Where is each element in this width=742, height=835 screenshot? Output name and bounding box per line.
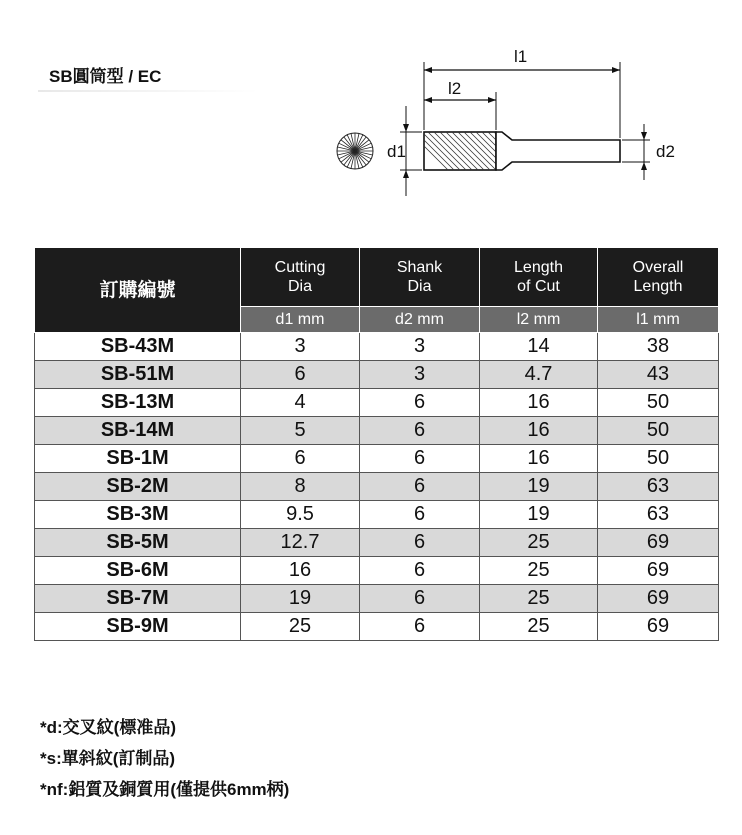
table-row: [35, 585, 719, 613]
table-cell: 16: [480, 417, 598, 445]
table-cell: 3: [360, 333, 480, 361]
table-cell: 6: [360, 557, 480, 585]
d2-label: d2: [656, 142, 675, 161]
table-cell: 4: [241, 389, 360, 417]
unit-l2: l2 mm: [480, 307, 598, 333]
table-cell: 6: [241, 445, 360, 473]
header-overall-length: Overall Length: [598, 248, 719, 307]
order-code-cell: SB-7M: [35, 585, 241, 613]
order-code-cell: SB-1M: [35, 445, 241, 473]
table-cell: 50: [598, 417, 719, 445]
table-row: [35, 529, 719, 557]
table-cell: 6: [360, 501, 480, 529]
footnotes: [40, 712, 289, 805]
header-shank-dia: Shank Dia: [360, 248, 480, 307]
note-non-ferrous: *nf:鋁質及銅質用(僅提供6mm柄): [40, 780, 290, 799]
l1-label: l1: [514, 47, 528, 66]
table-cell: 69: [598, 557, 719, 585]
unit-d2: d2 mm: [360, 307, 480, 333]
l2-label: l2: [448, 79, 462, 98]
table-row: [35, 501, 719, 529]
table-cell: 25: [480, 585, 598, 613]
table-row: [35, 473, 719, 501]
table-row: [35, 613, 719, 641]
order-code-cell: SB-51M: [35, 361, 241, 389]
table-cell: 69: [598, 613, 719, 641]
table-cell: 50: [598, 445, 719, 473]
table-cell: 6: [360, 529, 480, 557]
table-cell: 6: [360, 473, 480, 501]
table-cell: 25: [241, 613, 360, 641]
table-cell: 25: [480, 557, 598, 585]
table-cell: 16: [480, 445, 598, 473]
table-cell: 6: [241, 361, 360, 389]
order-code-cell: SB-5M: [35, 529, 241, 557]
table-row: [35, 557, 719, 585]
table-cell: 3: [241, 333, 360, 361]
table-cell: 6: [360, 445, 480, 473]
order-code-cell: SB-2M: [35, 473, 241, 501]
table-row: [35, 361, 719, 389]
title-underline: [38, 90, 258, 92]
table-cell: 6: [360, 389, 480, 417]
burr-diagram: [330, 40, 700, 200]
table-cell: 25: [480, 529, 598, 557]
table-cell: 16: [480, 389, 598, 417]
table-cell: 19: [480, 501, 598, 529]
table-cell: 14: [480, 333, 598, 361]
note-cross-cut: *d:交叉紋(標准品): [40, 718, 176, 737]
table-cell: 19: [480, 473, 598, 501]
table-row: [35, 417, 719, 445]
burr-shank: [496, 132, 620, 170]
header-order-code: 訂購編號: [35, 248, 241, 333]
table-row: [35, 333, 719, 361]
order-code-cell: SB-6M: [35, 557, 241, 585]
page-title: SB圓筒型 / EC: [49, 67, 162, 86]
table-cell: 5: [241, 417, 360, 445]
table-cell: 69: [598, 585, 719, 613]
table-cell: 19: [241, 585, 360, 613]
table-cell: 69: [598, 529, 719, 557]
table-cell: 6: [360, 613, 480, 641]
order-code-cell: SB-3M: [35, 501, 241, 529]
unit-l1: l1 mm: [598, 307, 719, 333]
order-code-cell: SB-13M: [35, 389, 241, 417]
table-cell: 6: [360, 585, 480, 613]
unit-d1: d1 mm: [241, 307, 360, 333]
burr-end-view-icon: [337, 133, 373, 169]
table-cell: 16: [241, 557, 360, 585]
header-cutting-dia: Cutting Dia: [241, 248, 360, 307]
order-code-cell: SB-9M: [35, 613, 241, 641]
table-cell: 4.7: [480, 361, 598, 389]
table-cell: 3: [360, 361, 480, 389]
spec-table: [34, 247, 719, 641]
table-cell: 25: [480, 613, 598, 641]
table-cell: 38: [598, 333, 719, 361]
table-cell: 63: [598, 473, 719, 501]
table-row: [35, 445, 719, 473]
table-cell: 9.5: [241, 501, 360, 529]
table-cell: 43: [598, 361, 719, 389]
table-cell: 6: [360, 417, 480, 445]
header-length-of-cut: Length of Cut: [480, 248, 598, 307]
table-cell: 50: [598, 389, 719, 417]
order-code-cell: SB-43M: [35, 333, 241, 361]
note-single-cut: *s:單斜紋(訂制品): [40, 749, 176, 768]
table-cell: 8: [241, 473, 360, 501]
table-cell: 12.7: [241, 529, 360, 557]
order-code-cell: SB-14M: [35, 417, 241, 445]
table-cell: 63: [598, 501, 719, 529]
d1-label: d1: [387, 142, 406, 161]
table-row: [35, 389, 719, 417]
